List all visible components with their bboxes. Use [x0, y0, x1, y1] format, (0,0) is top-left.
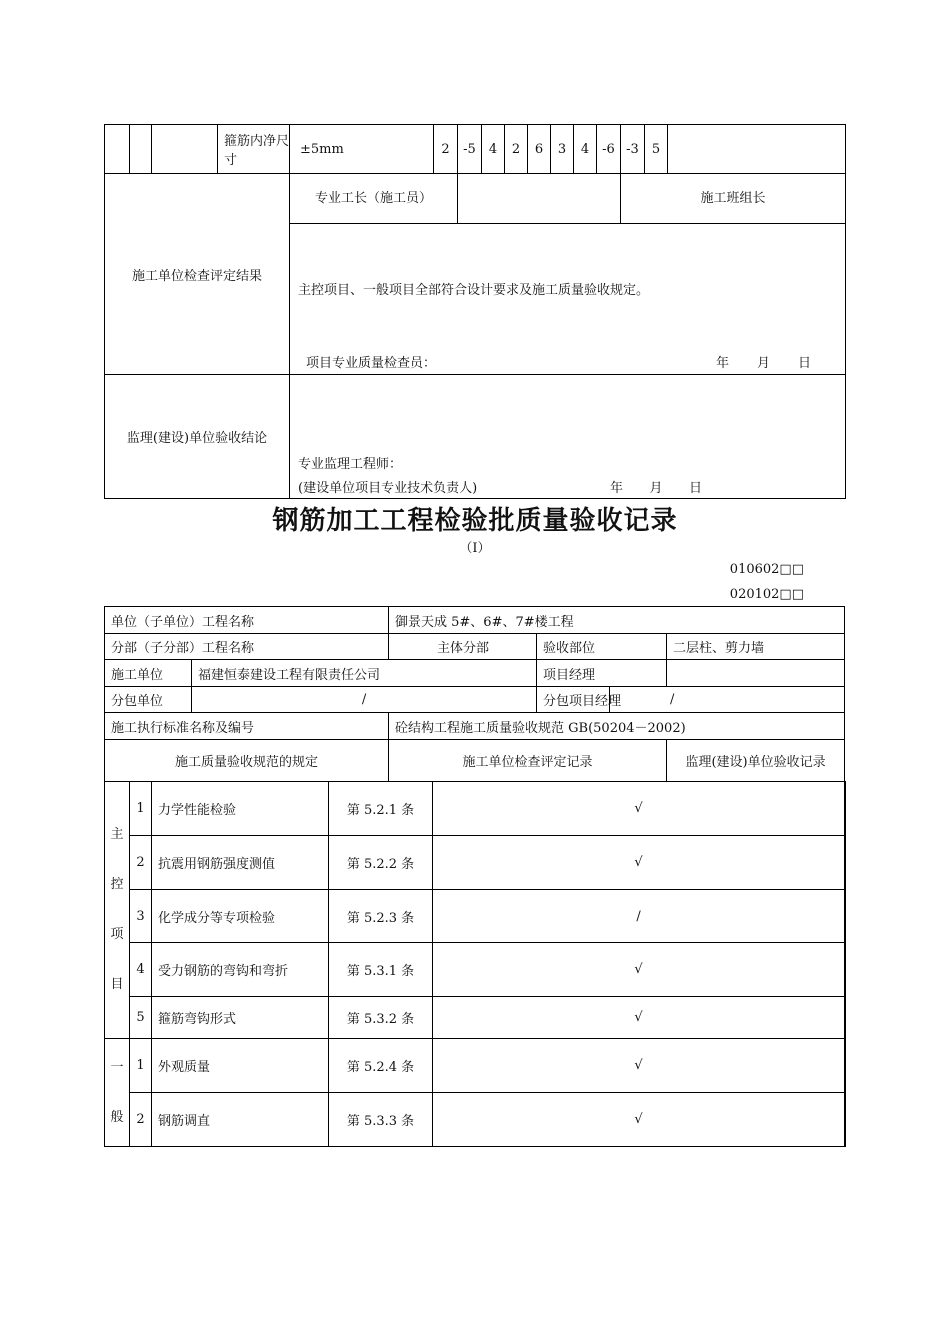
measurement-cell: 5	[645, 125, 668, 174]
sub-project-value: 主体分部	[389, 634, 537, 660]
supervision-date	[610, 477, 702, 496]
table-row	[105, 890, 846, 943]
item-record: /	[433, 890, 845, 943]
item-clause: 第 5.3.3 条	[329, 1093, 433, 1147]
measurement-cell: 3	[551, 125, 574, 174]
table-row	[105, 1039, 846, 1093]
item-clause: 第 5.3.2 条	[329, 997, 433, 1039]
measurement-cell: -6	[597, 125, 621, 174]
date-month: 月	[756, 356, 770, 371]
date-year: 年	[716, 356, 730, 371]
table-row	[105, 1093, 846, 1147]
item-no: 1	[130, 782, 152, 836]
item-record: √	[433, 1039, 845, 1093]
unit-project-label: 单位（子单位）工程名称	[105, 607, 389, 634]
item-name: 箍筋弯钩形式	[152, 997, 329, 1039]
item-no: 2	[130, 1093, 152, 1147]
contractor-label: 施工单位	[105, 660, 192, 687]
item-no: 4	[130, 943, 152, 997]
item-name: 钢筋调直	[152, 1093, 329, 1147]
sub-pm-value: /	[610, 687, 845, 713]
project-manager-label: 项目经理	[537, 660, 667, 687]
item-clause: 第 5.2.4 条	[329, 1039, 433, 1093]
spec-header: 施工质量验收规范的规定	[105, 740, 389, 782]
measurement-cell: -5	[458, 125, 482, 174]
project-manager-value	[667, 660, 845, 687]
stirrup-item: 箍筋内净尺寸	[218, 125, 290, 174]
foreman-label: 专业工长（施工员）	[290, 174, 458, 224]
unit-project-value: 御景天成 5#、6#、7#楼工程	[389, 607, 845, 634]
measurement-cell: 4	[482, 125, 505, 174]
table-row	[105, 997, 846, 1039]
stirrup-tolerance: ±5mm	[290, 125, 434, 174]
item-clause: 第 5.3.1 条	[329, 943, 433, 997]
contractor-value: 福建恒泰建设工程有限责任公司	[192, 660, 537, 687]
supervision-label: 监理(建设)单位验收结论	[105, 375, 290, 499]
item-record: √	[433, 997, 845, 1039]
supervision-box	[290, 375, 846, 499]
date-day: 日	[797, 356, 811, 371]
item-record: √	[433, 782, 845, 836]
construction-result-text: 主控项目、一般项目全部符合设计要求及施工质量验收规定。	[298, 283, 650, 298]
item-clause: 第 5.2.1 条	[329, 782, 433, 836]
form-code: 010602□□	[729, 562, 804, 577]
table-row	[105, 782, 846, 836]
page-subtitle: （Ⅰ）	[459, 541, 491, 556]
measurement-cell: 2	[434, 125, 458, 174]
item-name: 受力钢筋的弯钩和弯折	[152, 943, 329, 997]
team-leader-label: 施工班组长	[621, 174, 846, 224]
construction-result-box	[290, 224, 846, 375]
supervision-record-header: 监理(建设)单位验收记录	[667, 740, 845, 782]
item-no: 2	[130, 836, 152, 890]
continuation-table	[104, 124, 846, 499]
item-no: 5	[130, 997, 152, 1039]
sub-pm-label: 分包项目经理	[537, 687, 610, 713]
main-control-supervision	[845, 782, 846, 1039]
table-row	[105, 943, 846, 997]
inspector-label: 项目专业质量检查员：	[306, 356, 437, 371]
construction-result-label: 施工单位检查评定结果	[105, 174, 290, 375]
general-supervision	[845, 1039, 846, 1147]
standard-value: 砼结构工程施工质量验收规范 GB(50204－2002)	[389, 713, 845, 740]
date-day: 日	[688, 481, 702, 496]
acceptance-part-label: 验收部位	[537, 634, 667, 660]
general-label: 一 般	[105, 1039, 130, 1147]
inspection-table	[104, 606, 846, 1147]
measurement-cell: 4	[574, 125, 597, 174]
item-record: √	[433, 1093, 845, 1147]
subcontractor-label: 分包单位	[105, 687, 192, 713]
date-year: 年	[610, 481, 624, 496]
construction-record-header: 施工单位检查评定记录	[389, 740, 667, 782]
main-control-label: 主 控 项 目	[105, 782, 130, 1039]
measurement-cell: -3	[621, 125, 645, 174]
item-clause: 第 5.2.2 条	[329, 836, 433, 890]
acceptance-part-value: 二层柱、剪力墙	[667, 634, 845, 660]
item-name: 力学性能检验	[152, 782, 329, 836]
page-title: 钢筋加工工程检验批质量验收记录	[272, 506, 678, 536]
item-no: 3	[130, 890, 152, 943]
owner-tech-lead-label: (建设单位项目专业技术负责人)	[298, 481, 478, 496]
form-code: 020102□□	[729, 587, 804, 602]
item-name: 抗震用钢筋强度测值	[152, 836, 329, 890]
supervision-engineer-label: 专业监理工程师：	[298, 457, 403, 472]
foreman-signature	[458, 174, 621, 224]
measurement-cell: 2	[505, 125, 528, 174]
table-row	[105, 836, 846, 890]
item-record: √	[433, 943, 845, 997]
item-name: 外观质量	[152, 1039, 329, 1093]
subcontractor-value: /	[192, 687, 537, 713]
stirrup-row	[105, 125, 846, 174]
item-record: √	[433, 836, 845, 890]
sub-project-label: 分部（子分部）工程名称	[105, 634, 389, 660]
inspector-date	[716, 352, 811, 371]
item-clause: 第 5.2.3 条	[329, 890, 433, 943]
item-name: 化学成分等专项检验	[152, 890, 329, 943]
standard-label: 施工执行标准名称及编号	[105, 713, 389, 740]
date-month: 月	[649, 481, 663, 496]
measurement-cell: 6	[528, 125, 551, 174]
item-no: 1	[130, 1039, 152, 1093]
